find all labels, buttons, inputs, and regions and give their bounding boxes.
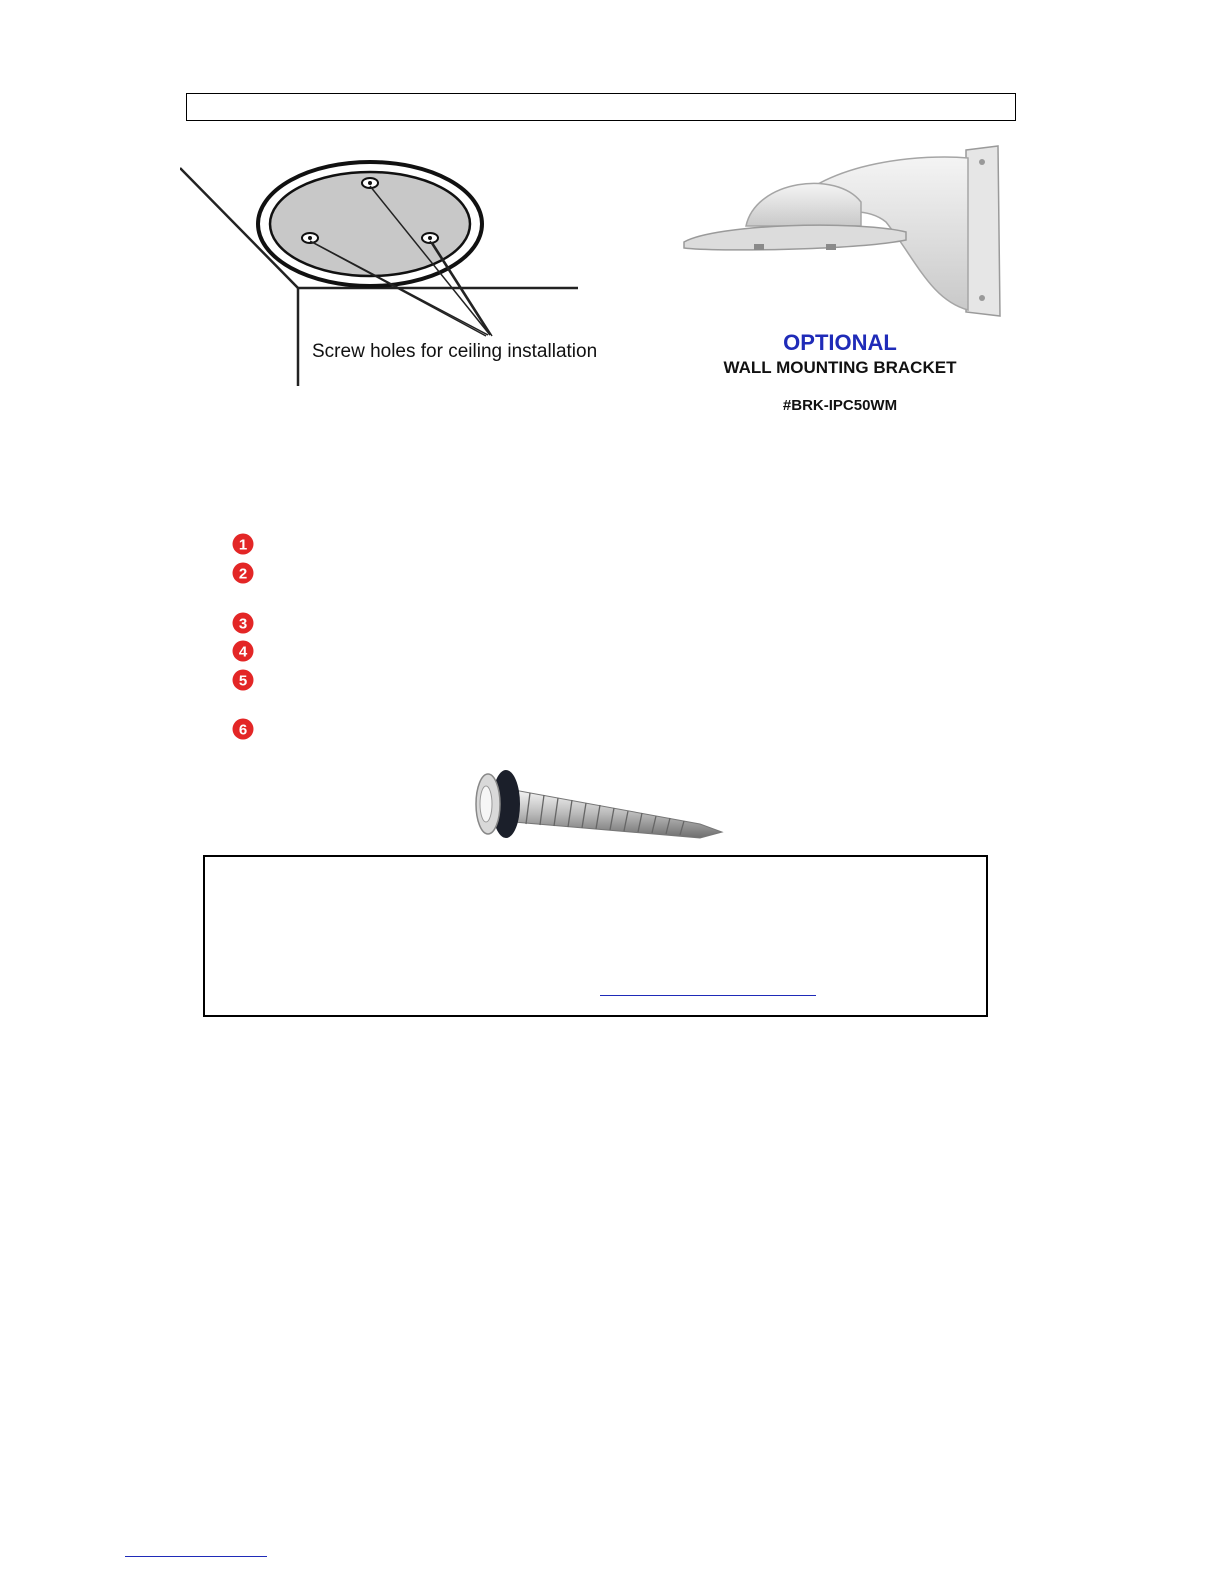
bracket-name: WALL MOUNTING BRACKET <box>723 358 957 377</box>
step-number: 5 <box>238 672 248 690</box>
optional-label: OPTIONAL <box>783 330 897 355</box>
mounting-screw-image <box>470 756 730 846</box>
step-number-badge <box>232 668 254 692</box>
step-number-badge <box>232 639 254 663</box>
step-number: 1 <box>238 536 248 554</box>
step-number-badge <box>232 532 254 556</box>
footer-link-underline[interactable] <box>125 1556 267 1557</box>
section-title-box <box>186 93 1016 121</box>
step-number: 2 <box>238 565 248 583</box>
step-number-badge <box>232 561 254 585</box>
step-number-badge <box>232 717 254 741</box>
note-box <box>203 855 988 1017</box>
step-number-badge <box>232 611 254 635</box>
wall-mounting-bracket-image <box>676 140 1006 330</box>
bracket-part-number: #BRK-IPC50WM <box>782 397 898 414</box>
step-number: 3 <box>238 615 248 633</box>
step-number: 6 <box>238 721 248 739</box>
note-link-underline[interactable] <box>600 995 816 996</box>
step-number: 4 <box>238 643 248 661</box>
ceiling-diagram-caption: Screw holes for ceiling installation <box>312 341 598 362</box>
